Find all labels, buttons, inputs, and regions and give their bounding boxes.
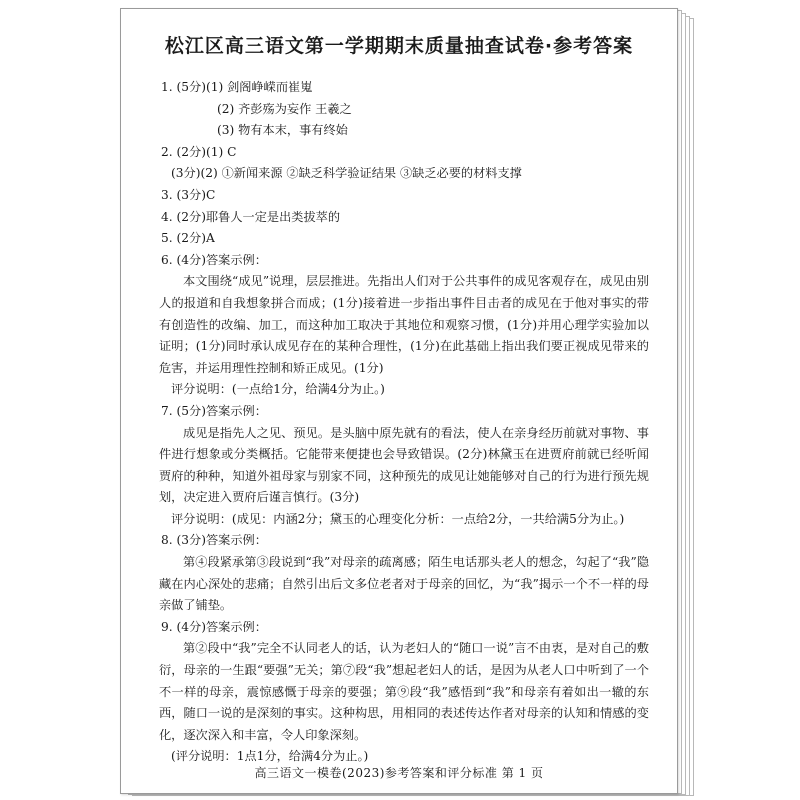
answer-q8-heading: 8. (3分)答案示例： bbox=[161, 533, 267, 548]
answer-q1-part3: (3) 物有本末，事有终始 bbox=[217, 123, 348, 138]
answer-q1-part1: 1. (5分)(1) 剑阁峥嵘而崔嵬 bbox=[161, 80, 313, 94]
answer-q6-text: 本文围绕“成见”说理，层层推进。先指出人们对于公共事件的成见客观存在，成见由别人的报道和自我想象拼合而成；(1分)接着进一步指出事件目击者的成见在于他对事实的带有创造性的改编、加工，而这种加工取决于其地位和观察习惯，(1分)并用心理学实验加以证明；(1分)同时承认成见存在的某种合理性，(1分)在此基础上指出我们要正视成见带来的危害，并运用理性控制和矫正成见。(1分) bbox=[159, 274, 649, 375]
answer-q7-text: 成见是指先人之见、预见。是头脑中原先就有的看法，使人在亲身经历前就对事物、事件进行想象或分类概括。它能带来便捷也会导致错误。(2分)林黛玉在进贾府前就已经听闻贾府的种种，知道外祖母家与别家不同，这种预先的成见让她能够对自己的行为进行预先规划，决定进入贾府后谨言慎行。(3分) bbox=[159, 425, 649, 505]
answer-sheet-page bbox=[120, 8, 678, 794]
page-title: 松江区高三语文第一学期期末质量抽查试卷·参考答案 bbox=[164, 35, 634, 57]
answer-q7-scoring: 评分说明：(成见：内涵2分；黛玉的心理变化分析：一点给2分，一共给满5分为止。) bbox=[171, 511, 625, 526]
answer-q2-part1: 2. (2分)(1) C bbox=[161, 144, 237, 159]
answer-q3: 3. (3分)C bbox=[161, 187, 216, 202]
answer-q4: 4. (2分)耶鲁人一定是出类拔萃的 bbox=[161, 209, 341, 224]
answer-q9-text: 第②段中“我”完全不认同老人的话，认为老妇人的“随口一说”言不由衷，是对自己的敷衍，母亲的一生跟“要强”无关；第⑦段“我”想起老妇人的话，是因为从老人口中听到了一个不一样的母亲，震惊感慨于母亲的要强；第⑨段“我”感悟到“我”和母亲有着如出一辙的东西，随口一说的是深刻的事实。这种构思，用相同的表述传达作者对母亲的认知和情感的变化，逐次深入和丰富，令人印象深刻。 bbox=[159, 641, 649, 742]
answer-q7-heading: 7. (5分)答案示例： bbox=[161, 403, 267, 418]
answer-q2-part2: (3分)(2) ①新闻来源 ②缺乏科学验证结果 ③缺乏必要的材料支撑 bbox=[171, 166, 522, 181]
page-footer: 高三语文一模卷(2023)参考答案和评分标准 第 1 页 bbox=[254, 766, 544, 780]
answer-q5: 5. (2分)A bbox=[161, 231, 215, 246]
answer-q8-text: 第④段紧承第③段说到“我”对母亲的疏离感；陌生电话那头老人的想念，勾起了“我”隐藏在内心深处的悲痛；自然引出后文多位老者对于母亲的回忆，为“我”揭示一个不一样的母亲做了铺垫。 bbox=[159, 555, 649, 613]
answer-q1-part2: (2) 齐彭殇为妄作 王羲之 bbox=[217, 101, 352, 116]
answer-q6-heading: 6. (4分)答案示例： bbox=[161, 252, 267, 267]
answer-q9-scoring: (评分说明：1点1分，给满4分为止。) bbox=[171, 749, 369, 764]
answer-body bbox=[159, 77, 649, 768]
answer-q6-scoring: 评分说明：(一点给1分，给满4分为止。) bbox=[171, 382, 385, 397]
answer-q9-heading: 9. (4分)答案示例： bbox=[161, 619, 267, 634]
